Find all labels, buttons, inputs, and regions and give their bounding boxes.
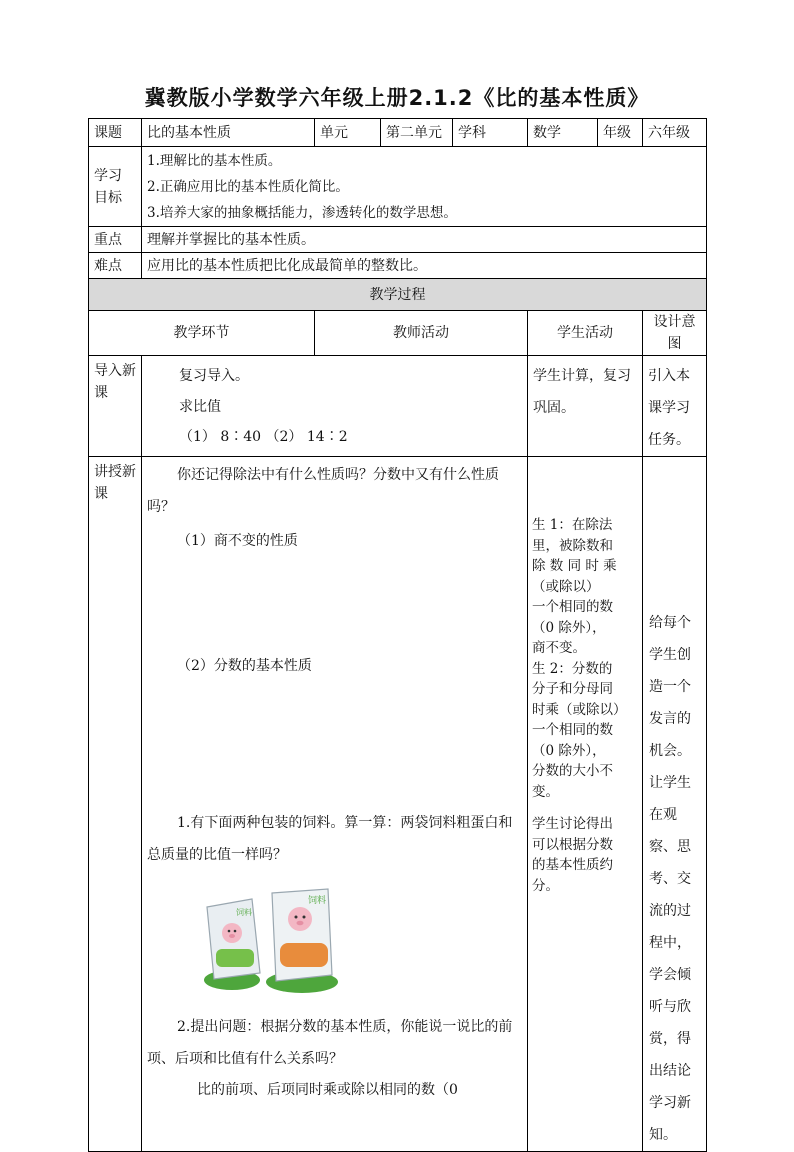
header-teacher: 教师活动 (315, 311, 528, 356)
intro-design: 引入本课学习任务。 (643, 356, 707, 457)
student-line-18: 分。 (532, 877, 559, 894)
student-line-10: 时乘（或除以） (532, 701, 627, 718)
student-line-7: 商不变。 (532, 640, 586, 656)
bag2-label: 饲料 (308, 896, 327, 906)
feed-bag-large (272, 889, 332, 981)
info-row (89, 119, 707, 147)
difficulty-row (89, 253, 707, 279)
goals-row (89, 147, 707, 227)
intro-teacher-line-3: （1） 8∶40 （2） 14∶2 (179, 429, 348, 445)
header-student: 学生活动 (528, 311, 643, 356)
grade-value: 六年级 (643, 119, 707, 147)
key-point-row (89, 227, 707, 253)
student-line-9: 分子和分母同 (532, 681, 613, 697)
student-line-1: 生 1：在除法 (532, 517, 613, 533)
goals-label-line2: 目标 (94, 189, 122, 206)
goals-content (142, 147, 707, 227)
lesson-task-1: 1.有下面两种包装的饲料。算一算：两袋饲料粗蛋白和总质量的比值一样吗？ (147, 815, 513, 863)
key-point-label: 重点 (89, 227, 142, 253)
lesson-student (528, 457, 643, 1152)
goals-label (89, 147, 142, 227)
lesson-task-2: 2.提出问题：根据分数的基本性质，你能说一说比的前项、后项和比值有什么关系吗？ (147, 1019, 513, 1067)
intro-teacher (142, 356, 528, 457)
lesson-plan-table (88, 118, 707, 1152)
goal-item-3: 3.培养大家的抽象概括能力，渗透转化的数学思想。 (147, 204, 457, 221)
unit-label: 单元 (315, 119, 381, 147)
header-design: 设计意图 (643, 311, 707, 356)
unit-value: 第二单元 (381, 119, 453, 147)
intro-stage: 导入新课 (89, 356, 142, 457)
student-line-17: 的基本性质约 (532, 857, 613, 873)
lesson-item-1: （1）商不变的性质 (177, 533, 298, 549)
key-point-text: 理解并掌握比的基本性质。 (142, 227, 707, 253)
student-line-2: 里，被除数和 (532, 537, 613, 554)
topic-value: 比的基本性质 (142, 119, 315, 147)
intro-row (89, 356, 707, 457)
feed-bags-illustration (192, 885, 362, 995)
intro-teacher-line-2: 求比值 (179, 399, 221, 415)
student-line-14: 变。 (532, 783, 559, 800)
subject-label: 学科 (453, 119, 528, 147)
column-header-row (89, 311, 707, 356)
bag1-label: 饲料 (236, 908, 252, 917)
intro-student: 学生计算，复习巩固。 (528, 356, 643, 457)
lesson-task-3: 比的前项、后项同时乘或除以相同的数（0 (197, 1082, 458, 1098)
student-line-15: 学生讨论得出 (532, 816, 613, 832)
goals-label-line1: 学习 (94, 167, 122, 184)
subject-value: 数学 (528, 119, 598, 147)
student-line-16: 可以根据分数 (532, 836, 613, 853)
lesson-teacher (142, 457, 528, 1152)
student-line-8: 生 2：分数的 (532, 660, 613, 677)
grade-label: 年级 (598, 119, 643, 147)
process-heading: 教学过程 (89, 279, 707, 311)
goal-item-1: 1.理解比的基本性质。 (147, 152, 282, 169)
goal-item-2: 2.正确应用比的基本性质化简比。 (147, 178, 349, 195)
intro-teacher-line-1: 复习导入。 (179, 368, 249, 384)
lesson-item-2: （2）分数的基本性质 (177, 658, 312, 674)
student-line-5: 一个相同的数 (532, 599, 613, 615)
difficulty-label: 难点 (89, 253, 142, 279)
lesson-stage: 讲授新课 (89, 457, 142, 1152)
lesson-design: 给每个学生创造一个发言的机会。让学生在观察、思考、交流的过程中，学会倾听与欣赏，得出结论学习新知。 (643, 457, 707, 1152)
student-line-3: 除 数 同 时 乘 (532, 558, 617, 574)
student-line-12: （0 除外）， (532, 742, 606, 759)
lesson-question: 你还记得除法中有什么性质吗？分数中又有什么性质吗？ (147, 467, 499, 515)
process-heading-row (89, 279, 707, 311)
student-line-13: 分数的大小不 (532, 763, 613, 779)
header-stage: 教学环节 (89, 311, 315, 356)
page-title: 冀教版小学数学六年级上册2.1.2《比的基本性质》 (144, 86, 650, 110)
feed-bag-small (207, 899, 260, 979)
student-line-6: （0 除外）， (532, 619, 606, 636)
student-line-11: 一个相同的数 (532, 722, 613, 738)
topic-label: 课题 (89, 119, 142, 147)
lesson-row (89, 457, 707, 1152)
student-line-4: （或除以） (532, 578, 600, 595)
difficulty-text: 应用比的基本性质把比化成最简单的整数比。 (142, 253, 707, 279)
